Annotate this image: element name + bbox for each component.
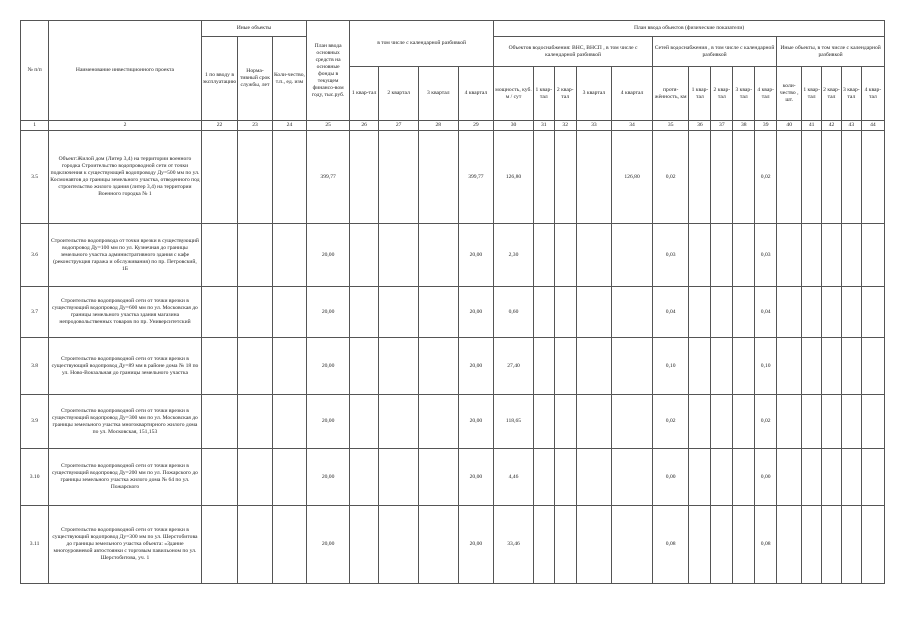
column-number: 42 [822,121,842,131]
hdr-v-tom-chisle: в том числе с календарной разбивкой [350,21,494,67]
hdr-i2: 2 квар-тал [822,67,842,121]
cell-empty [554,287,576,338]
column-number: 2 [49,121,202,131]
cell-empty [802,287,822,338]
project-name: Строительство водопровода от точки врезки в существующий водопровод Ду=100 мм по ул. Кузнечная до границы земельного участка административного здания с кафе (реконструкция гаража и обслуживания) по пр. Петровский, 1Б [49,224,202,287]
hdr-plan-fin: План ввода основных средств на основные фонды в текущем финансо-вом году, тыс.руб. [307,21,350,121]
cell-empty [418,506,458,584]
plan-value: 399,77 [307,131,350,224]
column-number: 41 [802,121,822,131]
cell-empty [379,224,419,287]
column-number: 43 [841,121,861,131]
hdr-protyazh: протя-жённость, км [652,67,689,121]
project-name: Строительство водопроводной сети от точки врезки в существующий водопровод Ду=200 мм по ул. Пожарского до границы земельного участка жилого дома № 64 по ул. Пожарского [49,449,202,506]
km-value: 0,02 [652,131,689,224]
cell-empty [418,449,458,506]
cell-empty [689,506,711,584]
cell-empty [533,449,554,506]
kv4-value: 399,77 [458,131,494,224]
cell-empty [350,287,379,338]
column-number: 38 [733,121,755,131]
hdr-obj-vodosnab: Объектов водоснабжения: ВНС, ВНСП , в том числе с календарной разбивкой [494,37,653,67]
cell-empty [861,224,884,287]
hdr-tochek: 1 по вводу в эксплуатацию [201,37,238,121]
column-number: 22 [201,121,238,131]
hdr-m-kv4: 4 квартал [612,67,653,121]
row-number: 3.11 [21,506,49,584]
cell-empty [554,131,576,224]
project-name: Объект:Жилой дом (Литер 3,4) на территории военного городка Строительство водопроводной сети от точки подключения к существующей водопроводу Ду=500 мм по ул. Космонавтов до границы земельного участка, отведенного под строительство жилого здания (литер 3,4) на территории Военного городка № 1 [49,131,202,224]
kv4-value: 20,00 [458,287,494,338]
table-row [21,449,885,506]
column-number: 37 [711,121,733,131]
km-value: 0,02 [652,395,689,449]
table-row [21,224,885,287]
cell-empty [533,338,554,395]
row-number: 3.10 [21,449,49,506]
cell-empty [272,287,306,338]
moshnost-kv4-value [612,287,653,338]
hdr-k1: 1 квар-тал [689,67,711,121]
moshnost-kv4-value: 126,80 [612,131,653,224]
column-number: 1 [21,121,49,131]
cell-empty [350,449,379,506]
project-name: Строительство водопроводной сети от точки врезки в существующий водопровод Ду=300 мм по ул. Шерстобитова до границы земельного участка объекта: «Здание многоуровневой автостоянки с торговым павильоном по ул. Шерстобитова, уч. 1 [49,506,202,584]
cell-empty [777,287,802,338]
row-number: 3.6 [21,224,49,287]
cell-empty [777,395,802,449]
cell-empty [861,506,884,584]
cell-empty [533,224,554,287]
moshnost-value: 33,46 [494,506,534,584]
column-number: 27 [379,121,419,131]
kv4-value: 20,00 [458,506,494,584]
moshnost-kv4-value [612,224,653,287]
cell-empty [841,287,861,338]
cell-empty [822,395,842,449]
km-kv4-value: 0,04 [755,287,777,338]
cell-empty [802,506,822,584]
cell-empty [733,506,755,584]
plan-value: 20,00 [307,506,350,584]
cell-empty [822,338,842,395]
hdr-moshnost: мощность, куб. м / сут [494,67,534,121]
cell-empty [576,449,612,506]
moshnost-kv4-value [612,449,653,506]
hdr-k3: 3 квар-тал [733,67,755,121]
cell-empty [272,131,306,224]
cell-empty [533,395,554,449]
table-row [21,338,885,395]
cell-empty [733,287,755,338]
cell-empty [777,449,802,506]
cell-empty [201,287,238,338]
column-number: 24 [272,121,306,131]
cell-empty [379,287,419,338]
hdr-inye-kal: Иные объекты, в том числе с календарной разбивкой [777,37,885,67]
cell-empty [711,224,733,287]
km-kv4-value: 0,00 [755,449,777,506]
column-number: 25 [307,121,350,131]
km-kv4-value: 0,03 [755,224,777,287]
cell-empty [733,131,755,224]
column-number: 39 [755,121,777,131]
cell-empty [711,506,733,584]
project-name: Строительство водопроводной сети от точки врезки в существующий водопровод Ду=300 мм по ул. Московская до границы земельного участка многоквартирного жилого дома по ул. Московская, 151,153 [49,395,202,449]
moshnost-value: 126,80 [494,131,534,224]
cell-empty [272,224,306,287]
cell-empty [733,338,755,395]
hdr-plan-phys: План ввода объектов (физические показатели) [494,21,885,37]
km-kv4-value: 0,10 [755,338,777,395]
hdr-name: Наименование инвестиционного проекта [49,21,202,121]
plan-value: 20,00 [307,395,350,449]
hdr-i1: 1 квар-тал [802,67,822,121]
hdr-kv3: 3 квартал [418,67,458,121]
moshnost-value: 2,30 [494,224,534,287]
km-kv4-value: 0,02 [755,131,777,224]
hdr-i4: 4 квар-тал [861,67,884,121]
cell-empty [379,449,419,506]
cell-empty [576,338,612,395]
cell-empty [777,224,802,287]
cell-empty [822,131,842,224]
cell-empty [822,287,842,338]
cell-empty [379,395,419,449]
km-value: 0,04 [652,287,689,338]
row-number: 3.5 [21,131,49,224]
cell-empty [861,338,884,395]
moshnost-value: 27,40 [494,338,534,395]
cell-empty [554,506,576,584]
cell-empty [576,224,612,287]
cell-empty [689,287,711,338]
row-number: 3.8 [21,338,49,395]
hdr-i3: 3 квар-тал [841,67,861,121]
hdr-kv2: 2 квартал [379,67,419,121]
cell-empty [272,395,306,449]
cell-empty [201,449,238,506]
cell-empty [841,506,861,584]
plan-value: 20,00 [307,287,350,338]
project-name: Строительство водопроводной сети от точки врезки в существующий водопровод Ду=600 мм по ул. Московская до границы земельного участка здания магазина непродовольственных товаров по пр. Университетский [49,287,202,338]
cell-empty [418,395,458,449]
table-row [21,506,885,584]
cell-empty [554,338,576,395]
cell-empty [272,506,306,584]
project-name: Строительство водопроводной сети от точки врезки в существующий водопровод Ду=89 мм в районе дома № 18 по ул. Ново-Вокзальная до границы земельного участка [49,338,202,395]
cell-empty [201,224,238,287]
cell-empty [802,449,822,506]
hdr-m-kv2: 2 квар-тал [554,67,576,121]
cell-empty [689,224,711,287]
km-value: 0,03 [652,224,689,287]
km-value: 0,08 [652,506,689,584]
column-number: 31 [533,121,554,131]
cell-empty [822,506,842,584]
cell-empty [777,131,802,224]
cell-empty [861,131,884,224]
hdr-kv4: 4 квартал [458,67,494,121]
hdr-m-kv1: 1 квар-тал [533,67,554,121]
hdr-kol-vo: Коли-чество, т.п., ед. изм [272,37,306,121]
cell-empty [733,224,755,287]
cell-empty [861,449,884,506]
kv4-value: 20,00 [458,224,494,287]
cell-empty [379,338,419,395]
cell-empty [733,449,755,506]
plan-value: 20,00 [307,449,350,506]
hdr-inye-obekty: Иные объекты [201,21,306,37]
cell-empty [379,131,419,224]
cell-empty [201,338,238,395]
cell-empty [777,338,802,395]
column-number: 36 [689,121,711,131]
cell-empty [802,338,822,395]
km-kv4-value: 0,08 [755,506,777,584]
cell-empty [418,131,458,224]
moshnost-kv4-value [612,506,653,584]
cell-empty [201,131,238,224]
cell-empty [350,224,379,287]
cell-empty [576,131,612,224]
cell-empty [802,395,822,449]
cell-empty [554,224,576,287]
cell-empty [350,131,379,224]
km-value: 0,00 [652,449,689,506]
cell-empty [533,131,554,224]
cell-empty [201,506,238,584]
cell-empty [841,338,861,395]
cell-empty [689,338,711,395]
cell-empty [238,506,272,584]
cell-empty [841,131,861,224]
cell-empty [533,287,554,338]
hdr-m-kv3: 3 квартал [576,67,612,121]
cell-empty [711,395,733,449]
cell-empty [350,506,379,584]
moshnost-value: 4,46 [494,449,534,506]
row-number: 3.9 [21,395,49,449]
hdr-kol-vo-sht: коли-чество , шт. [777,67,802,121]
cell-empty [576,395,612,449]
cell-empty [201,395,238,449]
cell-empty [822,224,842,287]
cell-empty [711,131,733,224]
cell-empty [272,449,306,506]
investment-table [20,20,885,584]
cell-empty [554,449,576,506]
hdr-num: № п/п [21,21,49,121]
cell-empty [272,338,306,395]
cell-empty [689,131,711,224]
cell-empty [861,395,884,449]
kv4-value: 20,00 [458,395,494,449]
cell-empty [350,395,379,449]
km-kv4-value: 0,02 [755,395,777,449]
cell-empty [418,338,458,395]
column-number: 30 [494,121,534,131]
table-row [21,131,885,224]
cell-empty [711,287,733,338]
moshnost-value: 0,60 [494,287,534,338]
cell-empty [554,395,576,449]
cell-empty [379,506,419,584]
cell-empty [689,449,711,506]
table-row [21,287,885,338]
column-number: 34 [612,121,653,131]
cell-empty [576,287,612,338]
hdr-kv1: 1 квар-тал [350,67,379,121]
column-number: 26 [350,121,379,131]
column-number: 23 [238,121,272,131]
cell-empty [533,506,554,584]
plan-value: 20,00 [307,224,350,287]
cell-empty [350,338,379,395]
cell-empty [689,395,711,449]
column-number-row [21,121,885,131]
cell-empty [777,506,802,584]
hdr-norm-srok: Норма-тивный срок службы, лет [238,37,272,121]
cell-empty [238,224,272,287]
cell-empty [861,287,884,338]
cell-empty [238,449,272,506]
cell-empty [576,506,612,584]
cell-empty [418,224,458,287]
cell-empty [841,449,861,506]
kv4-value: 20,00 [458,449,494,506]
cell-empty [841,224,861,287]
cell-empty [418,287,458,338]
km-value: 0,10 [652,338,689,395]
cell-empty [841,395,861,449]
cell-empty [711,449,733,506]
column-number: 44 [861,121,884,131]
kv4-value: 20,00 [458,338,494,395]
column-number: 32 [554,121,576,131]
table-row [21,395,885,449]
cell-empty [733,395,755,449]
cell-empty [238,395,272,449]
cell-empty [238,131,272,224]
cell-empty [802,224,822,287]
cell-empty [802,131,822,224]
moshnost-kv4-value [612,395,653,449]
moshnost-kv4-value [612,338,653,395]
hdr-k4: 4 квар-тал [755,67,777,121]
cell-empty [822,449,842,506]
column-number: 28 [418,121,458,131]
cell-empty [238,287,272,338]
plan-value: 20,00 [307,338,350,395]
column-number: 35 [652,121,689,131]
hdr-setei: Сетей водоснабжения , в том числе с календарной разбивкой [652,37,776,67]
column-number: 33 [576,121,612,131]
column-number: 40 [777,121,802,131]
column-number: 29 [458,121,494,131]
moshnost-value: 118,65 [494,395,534,449]
cell-empty [238,338,272,395]
hdr-k2: 2 квар-тал [711,67,733,121]
cell-empty [711,338,733,395]
row-number: 3.7 [21,287,49,338]
